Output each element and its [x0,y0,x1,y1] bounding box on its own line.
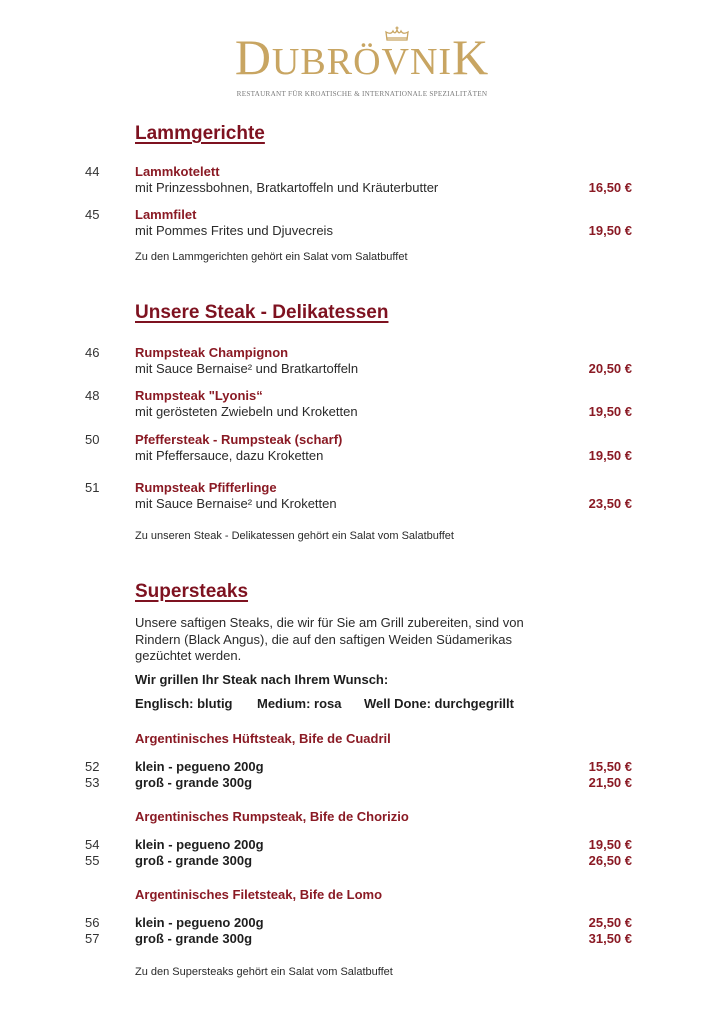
logo-letter: R [326,41,354,83]
dish-price: 23,50 € [588,496,632,511]
item-number: 54 [85,837,100,852]
steak-size: klein - pegueno 200g [135,837,264,852]
item-number: 56 [85,915,100,930]
steak-price: 19,50 € [588,837,632,852]
item-number: 51 [85,480,100,495]
dish-name: Rumpsteak Pfifferlinge [135,480,277,495]
supersteaks-intro: Unsere saftigen Steaks, die wir für Sie am Grill zubereiten, sind von Rindern (Black Angus), die auf den saftigen Weiden Südamerikas gezüchtet werden. [135,615,524,663]
dish-price: 16,50 € [588,180,632,195]
steak-price: 25,50 € [588,915,632,930]
dish-name: Rumpsteak Champignon [135,345,289,360]
logo-letters: UB [271,41,327,83]
crown-icon [384,26,410,42]
dish-name: Lammfilet [135,207,197,222]
logo-letter: K [452,29,490,85]
logo-letter: Ö [353,41,382,83]
dish-price: 19,50 € [588,404,632,419]
steak-price: 15,50 € [588,759,632,774]
restaurant-logo [0,29,724,98]
section-note: Zu den Supersteaks gehört ein Salat vom Salatbuffet [135,966,393,978]
dish-description: mit Prinzessbohnen, Bratkartoffeln und Kräuterbutter [135,180,439,195]
dish-name: Lammkotelett [135,164,220,179]
logo-subtitle: RESTAURANT FÜR KROATISCHE & INTERNATIONALE SPEZIALITÄTEN [236,90,488,98]
steak-size: groß - grande 300g [135,853,253,868]
grill-heading: Wir grillen Ihr Steak nach Ihrem Wunsch: [135,672,389,687]
steak-size: klein - pegueno 200g [135,759,264,774]
item-number: 50 [85,432,100,447]
doneness-rare: Englisch: blutig [135,696,233,711]
steak-size: groß - grande 300g [135,931,253,946]
dish-description: mit Pommes Frites und Djuvecreis [135,223,333,238]
item-number: 55 [85,853,100,868]
steak-group-title: Argentinisches Hüftsteak, Bife de Cuadril [135,731,391,746]
item-number: 52 [85,759,100,774]
item-number: 45 [85,207,100,222]
dish-price: 19,50 € [588,223,632,238]
dish-name: Pfeffersteak - Rumpsteak (scharf) [135,432,343,447]
doneness-medium: Medium: rosa [257,696,342,711]
doneness-well-done: Well Done: durchgegrillt [364,696,514,711]
steak-price: 31,50 € [588,931,632,946]
steak-price: 26,50 € [588,853,632,868]
item-number: 46 [85,345,100,360]
item-number: 44 [85,164,100,179]
steak-size: groß - grande 300g [135,775,253,790]
section-title-steak: Unsere Steak - Delikatessen [135,302,389,323]
logo-letters: VNI [381,41,453,83]
dish-name: Rumpsteak "Lyonis“ [135,388,263,403]
item-number: 53 [85,775,100,790]
steak-group-title: Argentinisches Filetsteak, Bife de Lomo [135,887,383,902]
steak-size: klein - pegueno 200g [135,915,264,930]
section-note: Zu den Lammgerichten gehört ein Salat vom Salatbuffet [135,251,408,263]
dish-description: mit Sauce Bernaise² und Kroketten [135,496,337,511]
item-number: 48 [85,388,100,403]
section-title-lamm: Lammgerichte [135,123,265,144]
dish-price: 19,50 € [588,448,632,463]
dish-description: mit Pfeffersauce, dazu Kroketten [135,448,324,463]
section-title-supersteaks: Supersteaks [135,581,249,602]
steak-price: 21,50 € [588,775,632,790]
steak-group-title: Argentinisches Rumpsteak, Bife de Chorizio [135,809,409,824]
dish-price: 20,50 € [588,361,632,376]
dish-description: mit Sauce Bernaise² und Bratkartoffeln [135,361,359,376]
section-note: Zu unseren Steak - Delikatessen gehört ein Salat vom Salatbuffet [135,530,454,542]
dish-description: mit gerösteten Zwiebeln und Kroketten [135,404,358,419]
item-number: 57 [85,931,100,946]
logo-wordmark [234,29,490,87]
logo-letter: D [234,29,272,85]
